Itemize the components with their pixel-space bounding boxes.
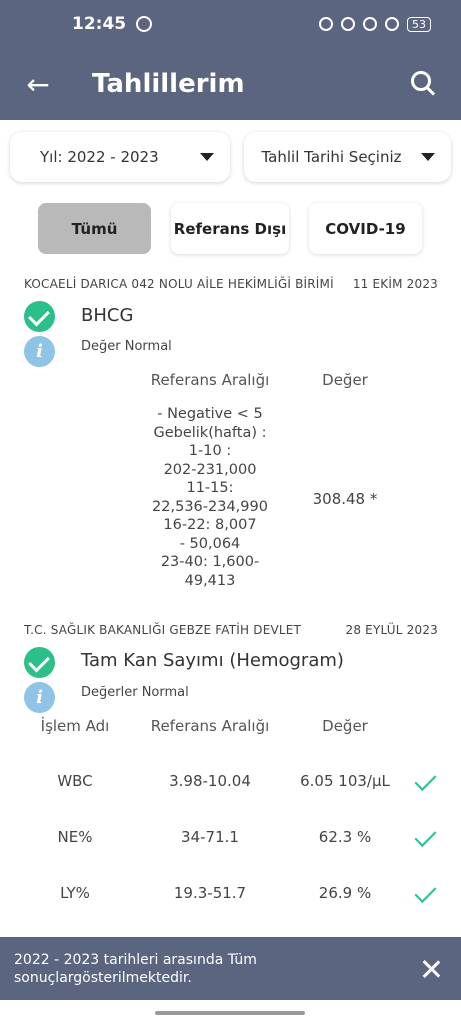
- result-date: 28 EYLÜL 2023: [345, 623, 438, 637]
- status-text: Değer Normal: [81, 339, 172, 354]
- test-name[interactable]: Tam Kan Sayımı (Hemogram): [81, 650, 344, 671]
- tab-out-of-reference[interactable]: Referans Dışı: [171, 203, 289, 254]
- year-select-label: Yıl: 2022 - 2023: [40, 148, 159, 166]
- row-reference: 19.3-51.7: [173, 884, 247, 902]
- check-circle-icon: [24, 647, 55, 678]
- mute-icon: [341, 17, 355, 31]
- row-value: 62.3 %: [318, 828, 372, 846]
- check-icon: [418, 828, 438, 848]
- test-name[interactable]: BHCG: [81, 305, 134, 326]
- check-icon: [418, 772, 438, 792]
- check-icon: [418, 884, 438, 904]
- institution-name: T.C. SAĞLIK BAKANLIĞI GEBZE FATİH DEVLET: [24, 623, 302, 637]
- check-circle-icon: [24, 301, 55, 332]
- date-select[interactable]: [244, 132, 452, 182]
- result-value: 308.48 *: [312, 490, 378, 508]
- status-icons: [319, 17, 431, 32]
- status-bar: [0, 0, 461, 48]
- filter-tabs: [38, 203, 422, 254]
- row-name: WBC: [57, 772, 93, 790]
- result-date: 11 EKİM 2023: [352, 277, 438, 291]
- snackbar-message: 2022 - 2023 tarihleri arasında Tüm sonuçlargösterilmektedir.: [14, 951, 257, 986]
- caret-down-icon: [200, 153, 214, 161]
- result-header: [24, 277, 438, 291]
- search-icon[interactable]: [405, 66, 441, 102]
- alarm-icon: [319, 17, 333, 31]
- caret-down-icon: [421, 153, 435, 161]
- column-header-value: Değer: [322, 717, 368, 735]
- battery-icon: 53: [407, 17, 431, 32]
- wifi-icon: [363, 17, 377, 31]
- info-icon[interactable]: i: [24, 682, 55, 713]
- status-text: Değerler Normal: [81, 685, 189, 700]
- row-name: LY%: [60, 884, 90, 902]
- info-icon[interactable]: i: [24, 336, 55, 367]
- column-header-name: İşlem Adı: [40, 717, 110, 735]
- close-icon[interactable]: [419, 957, 443, 981]
- column-header-value: Değer: [322, 371, 368, 389]
- filters: [10, 132, 451, 182]
- home-indicator[interactable]: [155, 1011, 305, 1015]
- column-header-reference: Referans Aralığı: [150, 371, 270, 389]
- status-time: 12:45: [72, 14, 127, 34]
- row-value: 26.9 %: [318, 884, 372, 902]
- row-reference: 34-71.1: [181, 828, 239, 846]
- tab-all[interactable]: Tümü: [38, 203, 151, 254]
- snackbar: [0, 937, 461, 1000]
- institution-name: KOCAELİ DARICA 042 NOLU AİLE HEKİMLİĞİ BİRİMİ: [24, 277, 334, 291]
- app-bar: [0, 48, 461, 120]
- whatsapp-icon: [136, 16, 152, 32]
- row-value: 6.05 103/µL: [300, 772, 390, 790]
- reference-range: - Negative < 5 Gebelik(hafta) : 1-10 : 202-231,000 11-15: 22,536-234,990 16-22: 8,007 - 50,064 23-40: 1,600- 49,413: [152, 406, 268, 589]
- result-header: [24, 623, 438, 637]
- page-title: Tahlillerim: [92, 69, 245, 99]
- arrow-left-icon[interactable]: ←: [26, 67, 50, 101]
- row-reference: 3.98-10.04: [169, 772, 251, 790]
- row-name: NE%: [57, 828, 93, 846]
- tab-covid[interactable]: COVID-19: [309, 203, 422, 254]
- year-select[interactable]: [10, 132, 230, 182]
- date-select-label: Tahlil Tarihi Seçiniz: [261, 148, 402, 166]
- signal-icon: [385, 17, 399, 31]
- column-header-reference: Referans Aralığı: [150, 717, 270, 735]
